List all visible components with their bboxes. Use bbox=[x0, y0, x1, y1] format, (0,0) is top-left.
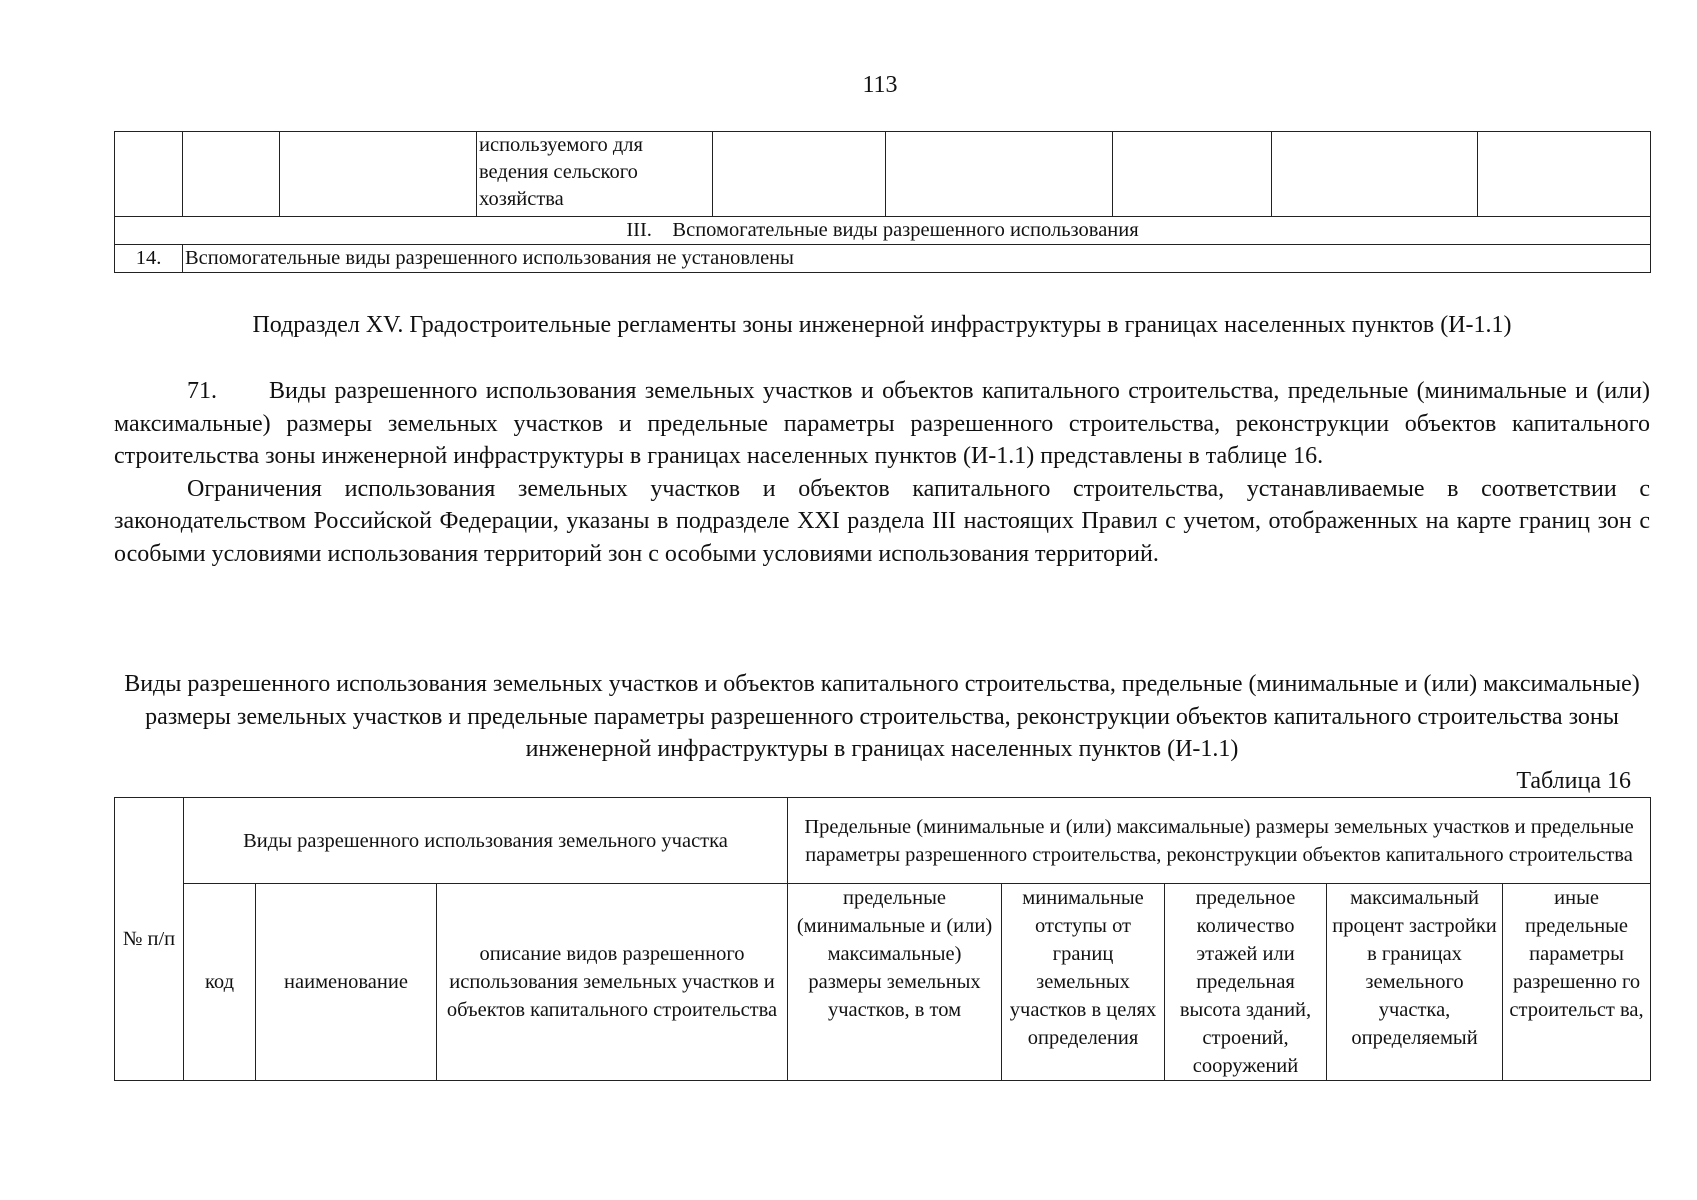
empty-cell bbox=[1478, 132, 1651, 217]
col-sizes-header: предельные (минимальные и (или) максимальные) размеры земельных участков, в том bbox=[788, 884, 1002, 1081]
empty-cell bbox=[1272, 132, 1478, 217]
col-coverage-header: максимальный процент застройки в границах земельного участка, определяемый bbox=[1327, 884, 1503, 1081]
group-header-uses: Виды разрешенного использования земельного участка bbox=[184, 798, 788, 884]
page-number: 113 bbox=[862, 72, 898, 98]
section-heading-row bbox=[115, 217, 1651, 245]
continuation-text-cell: используемого для ведения сельского хозяйства bbox=[477, 132, 713, 217]
paragraph-restrictions: Ограничения использования земельных участков и объектов капитального строительства, устанавливаемые в соответствии с законодательством Российской Федерации, указаны в подразделе XXI раздела III настоящих Правил с учетом, отображенных на карте границ зон с особыми условиями использования территорий зон с особыми условиями использования территорий. bbox=[114, 475, 1650, 567]
section-heading: III. Вспомогательные виды разрешенного использования bbox=[115, 217, 1651, 245]
table-number: Таблица 16 bbox=[1516, 768, 1631, 794]
empty-cell bbox=[1113, 132, 1272, 217]
subsection-title: Подраздел XV. Градостроительные регламенты зоны инженерной инфраструктуры в границах населенных пунктов (И-1.1) bbox=[252, 312, 1512, 338]
empty-cell bbox=[713, 132, 886, 217]
body-text bbox=[114, 375, 1650, 570]
col-floors-header: предельное количество этажей или предельная высота зданий, строений, сооружений bbox=[1165, 884, 1327, 1081]
paragraph-number: 71. bbox=[187, 378, 217, 404]
col-name-header: наименование bbox=[256, 884, 437, 1081]
item-number: 14. bbox=[115, 245, 183, 273]
paragraph-71 bbox=[114, 375, 1650, 473]
group-header-limits: Предельные (минимальные и (или) максимальные) размеры земельных участков и предельные параметры разрешенного строительства, реконструкции объектов капитального строительства bbox=[788, 798, 1651, 884]
item-text: Вспомогательные виды разрешенного использования не установлены bbox=[183, 245, 1651, 273]
col-setbacks-header: минимальные отступы от границ земельных участков в целях определения bbox=[1002, 884, 1165, 1081]
empty-cell bbox=[886, 132, 1113, 217]
table-row bbox=[115, 132, 1651, 217]
empty-cell bbox=[115, 132, 183, 217]
col-description-header: описание видов разрешенного использования земельных участков и объектов капитального строительства bbox=[437, 884, 788, 1081]
col-number-header: № п/п bbox=[115, 798, 184, 1081]
table-row bbox=[115, 245, 1651, 273]
header-row bbox=[115, 884, 1651, 1081]
main-table bbox=[114, 797, 1651, 1081]
paragraph-text: Виды разрешенного использования земельных участков и объектов капитального строительства, предельные (минимальные и (или) максимальные) размеры земельных участков и предельные параметры разрешенного строительства, реконструкции объектов капитального строительства зоны инженерной инфраструктуры в границах населенных пунктов (И-1.1) представлены в таблице 16. bbox=[114, 378, 1650, 469]
continuation-table bbox=[114, 131, 1651, 273]
empty-cell bbox=[280, 132, 477, 217]
col-code-header: код bbox=[184, 884, 256, 1081]
table-title: Виды разрешенного использования земельных участков и объектов капитального строительства, предельные (минимальные и (или) максимальные) размеры земельных участков и предельные параметры разрешенного строительства, реконструкции объектов капитального строительства зоны инженерной инфраструктуры в границах населенных пунктов (И-1.1) bbox=[124, 671, 1640, 762]
col-other-header: иные предельные параметры разрешенно го строительст ва, bbox=[1503, 884, 1651, 1081]
empty-cell bbox=[183, 132, 280, 217]
header-row bbox=[115, 798, 1651, 884]
